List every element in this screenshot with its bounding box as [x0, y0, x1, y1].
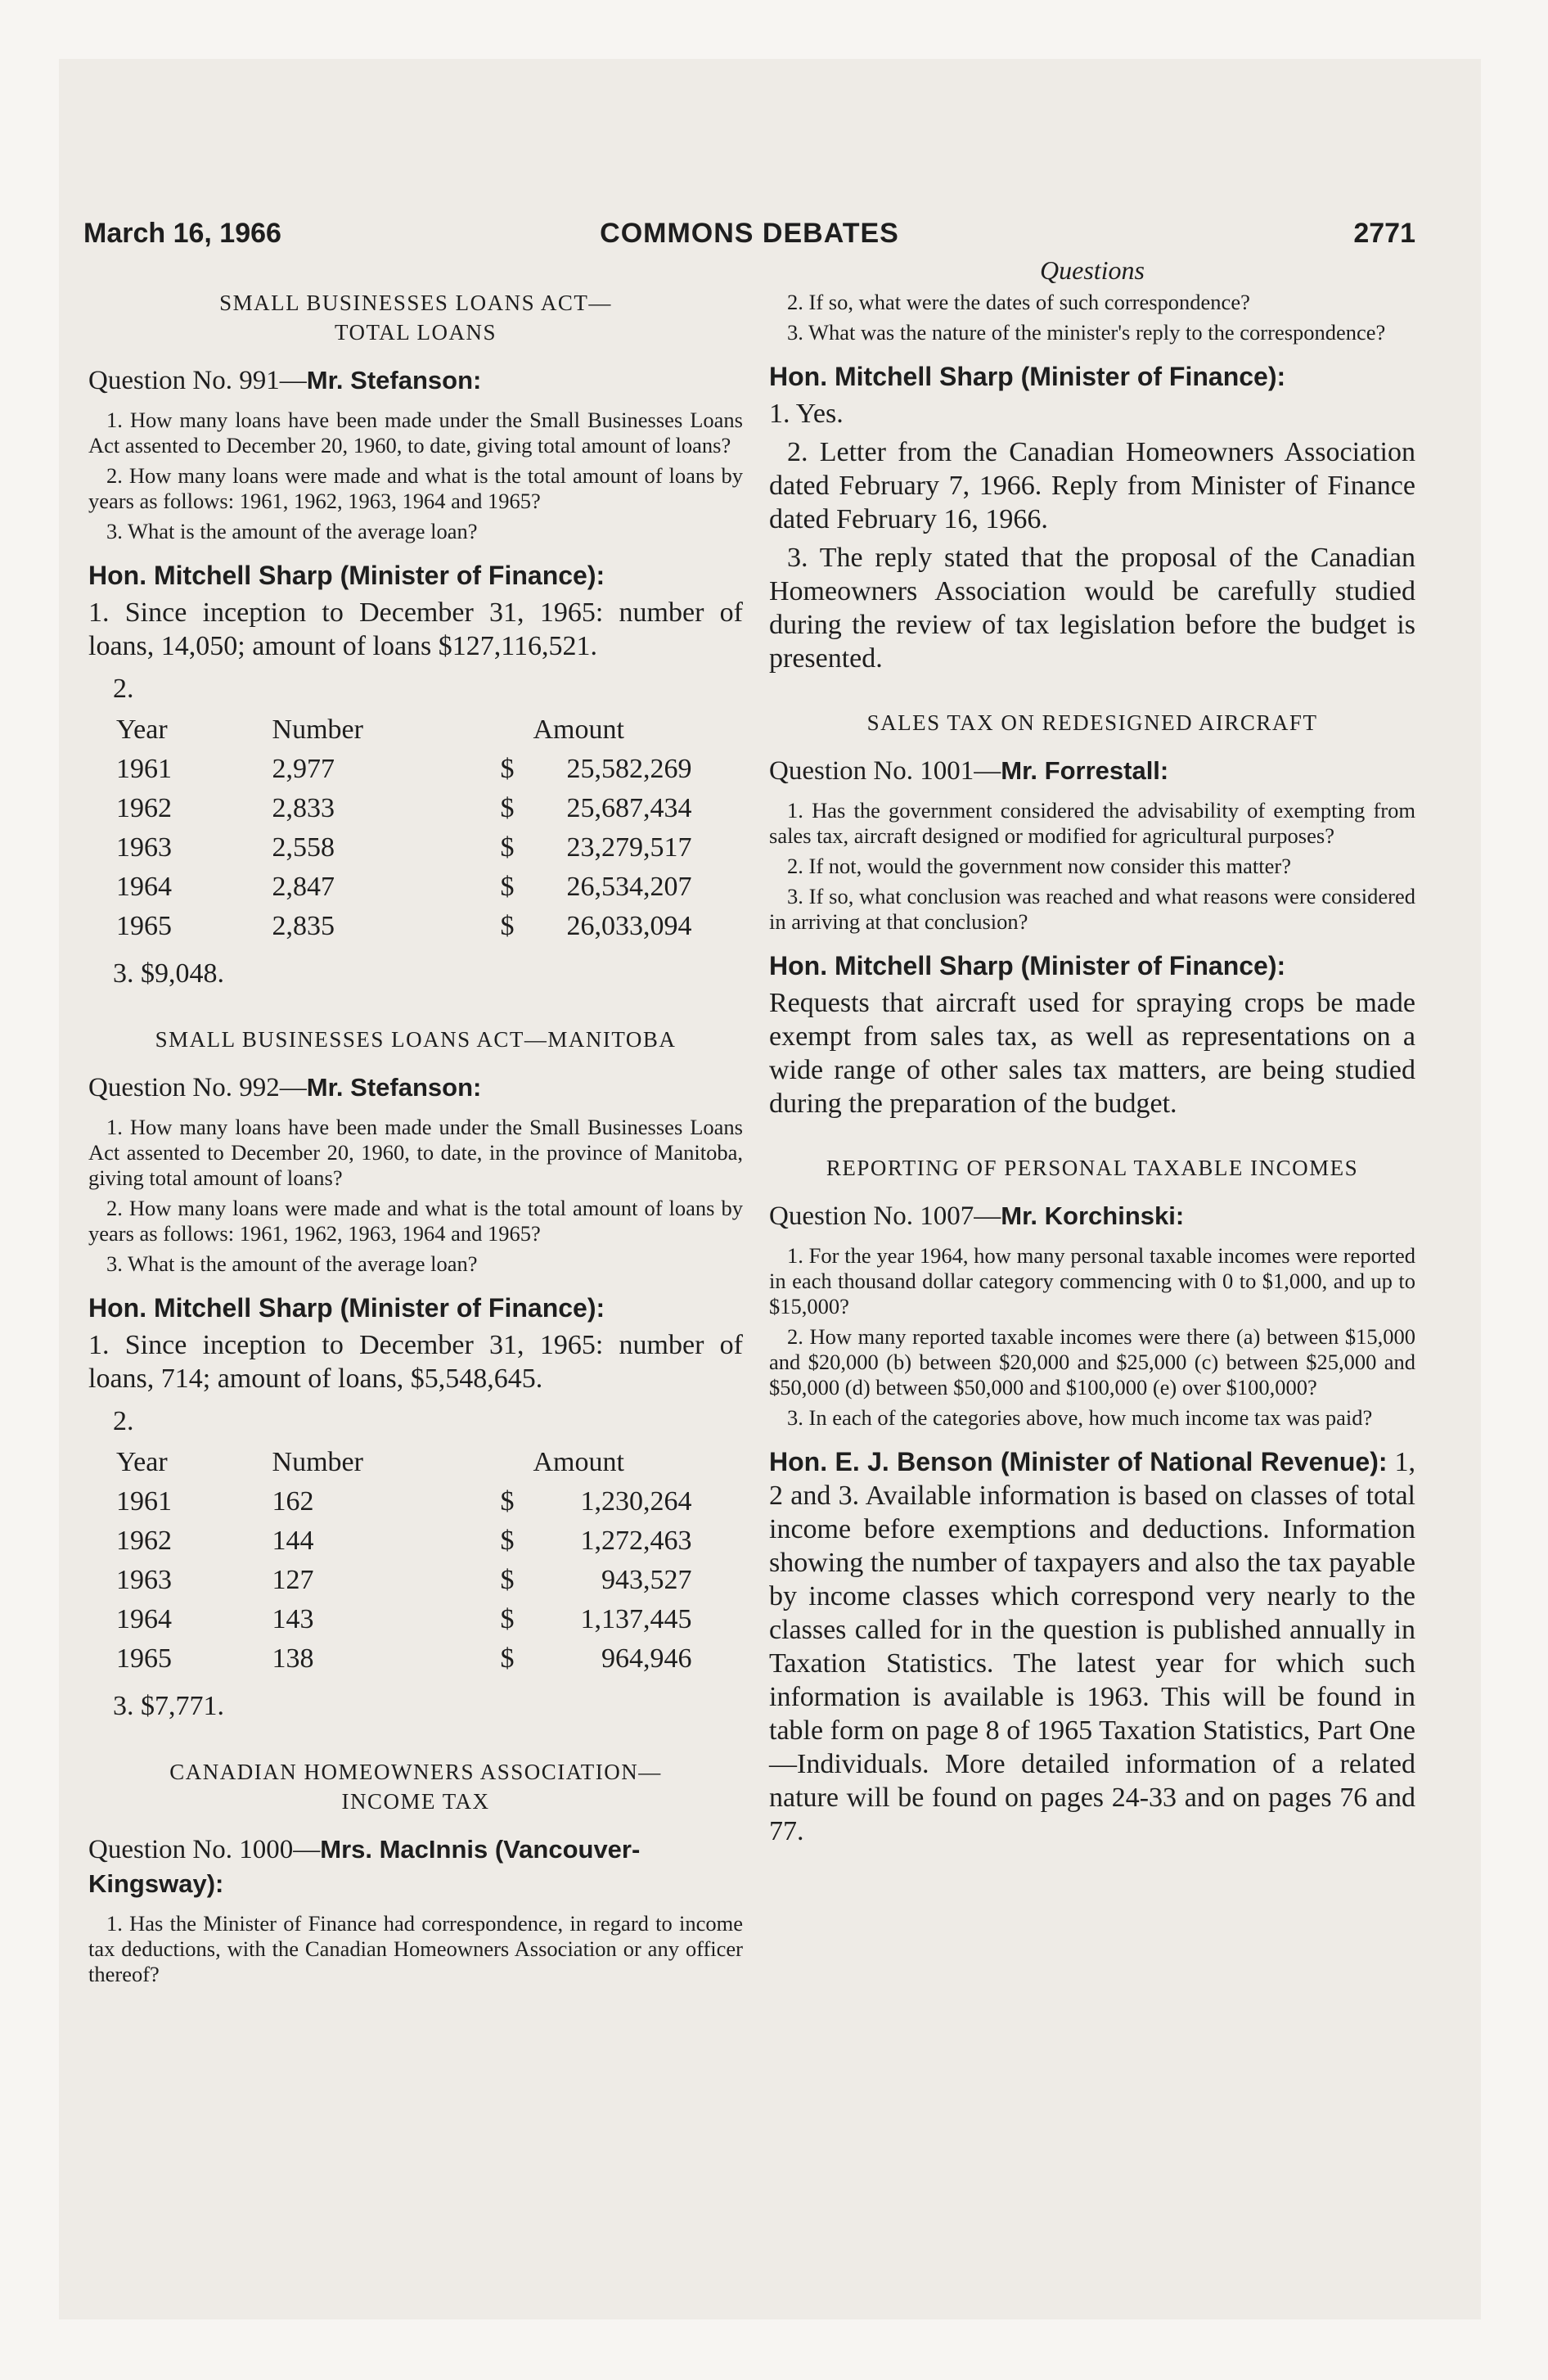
table-cell: $	[500, 1565, 515, 1595]
table-header: Year	[116, 714, 168, 745]
table-row	[116, 907, 743, 946]
table-header-row	[116, 710, 743, 750]
table-cell: 1965	[116, 1643, 172, 1674]
table-cell: $	[500, 872, 515, 902]
table-cell: 144	[272, 1526, 314, 1556]
table-row	[116, 1561, 743, 1600]
answer-paragraph: 3. $7,771.	[113, 1691, 224, 1721]
answer-paragraph: 1. Since inception to December 31, 1965: number of loans, 714; amount of loans, $5,548,645.	[88, 1330, 743, 1394]
table-cell: 1961	[116, 1486, 172, 1517]
table-cell: $	[500, 911, 515, 941]
question-item: 1. Has the government considered the advisability of exempting from sales tax, aircraft designed or modified for agricultural purposes?	[769, 798, 1415, 848]
table-cell: 1,137,445	[580, 1604, 692, 1634]
answer-paragraph	[769, 1445, 1415, 1848]
section-heading-sales-tax: SALES TAX ON REDESIGNED AIRCRAFT	[866, 710, 1318, 735]
table-cell: 2,835	[272, 911, 335, 941]
question-item: 1. How many loans have been made under the Small Businesses Loans Act assented to December 20, 1960, to date, in the province of Manitoba, giving total amount of loans?	[88, 1115, 743, 1190]
answer-label: 2.	[113, 1406, 134, 1436]
answer-speaker	[88, 559, 743, 593]
answer-speaker-name: Hon. Mitchell Sharp (Minister of Finance):	[769, 362, 1286, 391]
table-cell: 26,534,207	[566, 872, 692, 902]
table-cell: 1962	[116, 1526, 172, 1556]
section-heading-homeowners: CANADIAN HOMEOWNERS ASSOCIATION— INCOME TAX	[169, 1760, 662, 1814]
table-cell: 1964	[116, 1604, 172, 1634]
table-cell: 2,558	[272, 832, 335, 863]
right-column	[769, 254, 1415, 1851]
table-cell: 143	[272, 1604, 314, 1634]
table-row	[116, 828, 743, 868]
question-992-heading	[88, 1071, 743, 1105]
question-member: Mr. Forrestall:	[1001, 756, 1169, 785]
table-header: Year	[116, 1447, 168, 1477]
table-cell: $	[500, 1643, 515, 1674]
table-row	[116, 1639, 743, 1679]
question-member: Mr. Stefanson:	[306, 366, 482, 394]
table-header-row	[116, 1443, 743, 1482]
question-991-heading	[88, 363, 743, 398]
answer-paragraph: Requests that aircraft used for spraying crops be made exempt from sales tax, as well as representations on a wide range of other sales tax matters, are being studied during the preparation of the budget.	[769, 988, 1415, 1119]
table-cell: 943,527	[601, 1565, 692, 1595]
table-cell: 162	[272, 1486, 314, 1517]
answer-speaker	[769, 360, 1415, 394]
left-column	[88, 254, 743, 1992]
table-cell: 25,687,434	[566, 793, 692, 823]
answer-paragraph: 1. Yes.	[769, 399, 844, 429]
question-1007-heading	[769, 1199, 1415, 1233]
table-cell: 127	[272, 1565, 314, 1595]
table-header: Number	[272, 1447, 363, 1477]
question-member: Mr. Korchinski:	[1001, 1201, 1185, 1230]
table-cell: 2,833	[272, 793, 335, 823]
table-cell: 138	[272, 1643, 314, 1674]
table-cell: 25,582,269	[566, 754, 692, 784]
answer-paragraph: 3. The reply stated that the proposal of the Canadian Homeowners Association would be carefully studied during the review of tax legislation before the budget is presented.	[769, 543, 1415, 674]
question-number: Question No. 991—	[88, 366, 307, 395]
question-1001-heading	[769, 754, 1415, 788]
question-number: Question No. 1001—	[769, 756, 1001, 786]
question-item: 1. For the year 1964, how many personal taxable incomes were reported in each thousand dollar category commencing with 0 to $1,000, and up to $15,000?	[769, 1243, 1415, 1318]
question-item: 2. How many loans were made and what is the total amount of loans by years as follows: 1961, 1962, 1963, 1964 and 1965?	[88, 463, 743, 513]
table-row	[116, 1482, 743, 1521]
question-item: 3. If so, what conclusion was reached and what reasons were considered in arriving at that conclusion?	[769, 884, 1415, 934]
answer-paragraph: 3. $9,048.	[113, 958, 224, 989]
table-row	[116, 868, 743, 907]
question-item: 2. How many loans were made and what is the total amount of loans by years as follows: 1961, 1962, 1963, 1964 and 1965?	[88, 1196, 743, 1246]
loans-table-total	[116, 710, 743, 946]
answer-speaker-name: Hon. E. J. Benson (Minister of National Revenue):	[769, 1447, 1388, 1476]
question-item: 1. How many loans have been made under the Small Businesses Loans Act assented to December 20, 1960, to date, giving total amount of loans?	[88, 408, 743, 458]
table-cell: $	[500, 754, 515, 784]
page-header	[83, 218, 1415, 259]
answer-speaker	[769, 949, 1415, 983]
table-cell: 2,847	[272, 872, 335, 902]
question-item: 3. In each of the categories above, how much income tax was paid?	[787, 1405, 1373, 1430]
question-item: 1. Has the Minister of Finance had correspondence, in regard to income tax deductions, with the Canadian Homeowners Association or any officer thereof?	[88, 1911, 743, 1986]
question-1000-heading	[88, 1832, 743, 1901]
table-cell: 1964	[116, 872, 172, 902]
question-item: 3. What was the nature of the minister's reply to the correspondence?	[787, 320, 1386, 345]
question-item: 2. If so, what were the dates of such correspondence?	[787, 290, 1250, 314]
table-cell: 1965	[116, 911, 172, 941]
loans-table-manitoba	[116, 1443, 743, 1679]
question-member: Mrs. MacInnis (Vancouver-Kingsway):	[88, 1835, 641, 1898]
question-item: 3. What is the amount of the average loan?	[106, 519, 478, 543]
table-cell: 1962	[116, 793, 172, 823]
table-header: Amount	[533, 1447, 624, 1477]
table-row	[116, 789, 743, 828]
table-cell: $	[500, 793, 515, 823]
answer-paragraph: 1. Since inception to December 31, 1965: number of loans, 14,050; amount of loans $127,116,521.	[88, 597, 743, 661]
table-cell: $	[500, 1526, 515, 1556]
answer-speaker-name: Hon. Mitchell Sharp (Minister of Finance):	[769, 951, 1286, 980]
question-item: 2. How many reported taxable incomes were there (a) between $15,000 and $20,000 (b) between $20,000 and $25,000 (c) between $25,000 and $50,000 (d) between $50,000 and $100,000 (e) over $100,000?	[769, 1324, 1415, 1400]
table-header: Number	[272, 714, 363, 745]
table-cell: 1,230,264	[580, 1486, 692, 1517]
table-row	[116, 750, 743, 789]
running-head: Questions	[1040, 255, 1145, 285]
table-row	[116, 1521, 743, 1561]
table-cell: 964,946	[601, 1643, 692, 1674]
table-cell: 2,977	[272, 754, 335, 784]
question-number: Question No. 1007—	[769, 1201, 1001, 1231]
table-cell: $	[500, 832, 515, 863]
header-page-number: 2771	[1353, 218, 1415, 249]
table-cell: 1961	[116, 754, 172, 784]
table-row	[116, 1600, 743, 1639]
table-cell: 1,272,463	[580, 1526, 692, 1556]
answer-speaker-name: Hon. Mitchell Sharp (Minister of Finance):	[88, 1293, 605, 1323]
answer-speaker-name: Hon. Mitchell Sharp (Minister of Finance):	[88, 561, 605, 590]
header-date: March 16, 1966	[83, 218, 281, 249]
question-number: Question No. 1000—	[88, 1835, 321, 1864]
question-number: Question No. 992—	[88, 1073, 307, 1102]
section-heading-total-loans: SMALL BUSINESSES LOANS ACT— TOTAL LOANS	[219, 291, 612, 345]
table-cell: 23,279,517	[566, 832, 692, 863]
answer-label: 2.	[113, 674, 134, 704]
table-header: Amount	[533, 714, 624, 745]
table-cell: $	[500, 1486, 515, 1517]
table-cell: 26,033,094	[566, 911, 692, 941]
header-title: COMMONS DEBATES	[600, 218, 899, 249]
section-heading-manitoba: SMALL BUSINESSES LOANS ACT—MANITOBA	[155, 1027, 677, 1052]
table-cell: 1963	[116, 832, 172, 863]
question-item: 3. What is the amount of the average loan?	[106, 1251, 478, 1276]
answer-text: 1, 2 and 3. Available information is based on classes of total income before exemptions and deductions. Information showing the number of taxpayers and also the tax payable by income classes which correspond very nearly to the classes called for in the question is published annually in Taxation Statistics. The latest year for which such information is available is 1963. This will be found in table form on page 8 of 1965 Taxation Statistics, Part One—Individuals. More detailed information of a related nature will be found on pages 24-33 and on pages 76 and 77.	[769, 1447, 1416, 1846]
answer-paragraph: 2. Letter from the Canadian Homeowners Association dated February 7, 1966. Reply from Minister of Finance dated February 16, 1966.	[769, 437, 1415, 534]
answer-speaker	[88, 1291, 743, 1325]
table-cell: $	[500, 1604, 515, 1634]
question-item: 2. If not, would the government now consider this matter?	[787, 854, 1291, 878]
table-cell: 1963	[116, 1565, 172, 1595]
question-member: Mr. Stefanson:	[306, 1073, 482, 1102]
section-heading-taxable-incomes: REPORTING OF PERSONAL TAXABLE INCOMES	[826, 1156, 1359, 1180]
